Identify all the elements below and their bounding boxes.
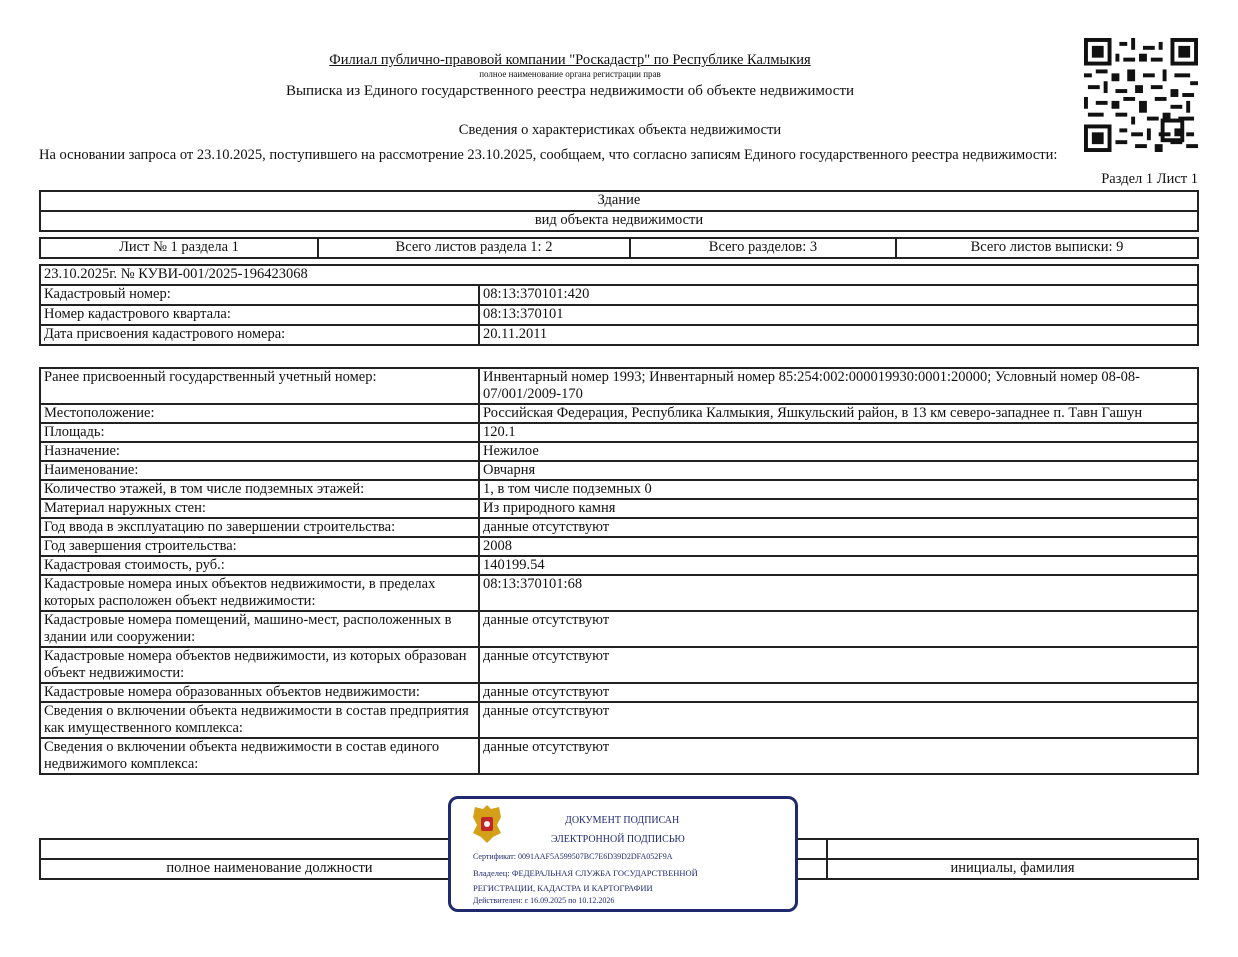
sheet-info-cell: Лист № 1 раздела 1 (40, 238, 318, 258)
row-value: данные отсутствуют (479, 702, 1198, 738)
row-label: Материал наружных стен: (40, 499, 479, 518)
row-value: Овчарня (479, 461, 1198, 480)
table-row (40, 305, 1198, 325)
row-value: Из природного камня (479, 499, 1198, 518)
section-title: Сведения о характеристиках объекта недвижимости (458, 122, 782, 138)
stamp-line2: ЭЛЕКТРОННОЙ ПОДПИСЬЮ (551, 834, 685, 845)
row-value: данные отсутствуют (479, 611, 1198, 647)
org-name: Филиал публично-правовой компании "Роскадастр" по Республике Калмыкия (329, 52, 811, 68)
table-row (40, 683, 1198, 702)
table-row (40, 442, 1198, 461)
row-value: 08:13:370101 (479, 305, 1198, 325)
row-value: 1, в том числе подземных 0 (479, 480, 1198, 499)
sheet-info-cell: Всего листов раздела 1: 2 (318, 238, 630, 258)
row-value: 20.11.2011 (479, 325, 1198, 345)
table-row (40, 518, 1198, 537)
table-row (40, 461, 1198, 480)
row-label: Дата присвоения кадастрового номера: (40, 325, 479, 345)
row-value: 08:13:370101:420 (479, 285, 1198, 305)
row-value: данные отсутствуют (479, 647, 1198, 683)
stamp-valid: Действителен: с 16.09.2025 по 10.12.2026 (473, 896, 615, 905)
details-table (39, 367, 1199, 775)
stamp-owner2: РЕГИСТРАЦИИ, КАДАСТРА И КАРТОГРАФИИ (473, 883, 653, 893)
russian-coat-of-arms-icon (471, 803, 503, 845)
row-value: 140199.54 (479, 556, 1198, 575)
row-label: Сведения о включении объекта недвижимости в состав единого недвижимого комплекса: (40, 738, 479, 774)
row-value: Инвентарный номер 1993; Инвентарный номер 85:254:002:000019930:0001:20000; Условный номер 08-08-07/001/2009-170 (479, 368, 1198, 404)
row-value: 08:13:370101:68 (479, 575, 1198, 611)
row-label: Кадастровый номер: (40, 285, 479, 305)
table-row (40, 611, 1198, 647)
row-label: Кадастровые номера образованных объектов недвижимости: (40, 683, 479, 702)
row-label: Год ввода в эксплуатацию по завершении строительства: (40, 518, 479, 537)
object-type: Здание (40, 191, 1198, 211)
row-label: Кадастровые номера иных объектов недвижимости, в пределах которых расположен объект недвижимости: (40, 575, 479, 611)
e-signature-stamp (448, 796, 798, 912)
row-label: Площадь: (40, 423, 479, 442)
table-row (40, 404, 1198, 423)
intro-text: На основании запроса от 23.10.2025, поступившего на рассмотрение 23.10.2025, сообщаем, что согласно записям Единого государственного реестра недвижимости: (39, 147, 1058, 163)
name-caption: инициалы, фамилия (827, 859, 1198, 879)
table-row (40, 556, 1198, 575)
sheet-ref: Раздел 1 Лист 1 (1101, 171, 1198, 187)
row-label: Количество этажей, в том числе подземных этажей: (40, 480, 479, 499)
sheet-info-cell: Всего листов выписки: 9 (896, 238, 1198, 258)
doc-number: 23.10.2025г. № КУВИ-001/2025-196423068 (40, 265, 1198, 285)
row-label: Ранее присвоенный государственный учетный номер: (40, 368, 479, 404)
table-row (40, 647, 1198, 683)
stamp-line1: ДОКУМЕНТ ПОДПИСАН (565, 815, 680, 826)
stamp-owner1: Владелец: ФЕДЕРАЛЬНАЯ СЛУЖБА ГОСУДАРСТВЕННОЙ (473, 868, 698, 878)
table-row (40, 499, 1198, 518)
row-value: данные отсутствуют (479, 518, 1198, 537)
table-row (40, 702, 1198, 738)
row-label: Номер кадастрового квартала: (40, 305, 479, 325)
row-value: Российская Федерация, Республика Калмыкия, Яшкульский район, в 13 км северо-западнее п. Тавн Гашун (479, 404, 1198, 423)
table-row (40, 575, 1198, 611)
table-row (40, 368, 1198, 404)
table-row (40, 480, 1198, 499)
table-row (40, 738, 1198, 774)
qr-code-icon (1084, 38, 1198, 152)
row-value: 120.1 (479, 423, 1198, 442)
object-type-table (39, 190, 1199, 232)
sheet-info-cell: Всего разделов: 3 (630, 238, 896, 258)
row-label: Местоположение: (40, 404, 479, 423)
object-type-caption: вид объекта недвижимости (40, 211, 1198, 231)
row-label: Назначение: (40, 442, 479, 461)
table-row (40, 423, 1198, 442)
row-value: данные отсутствуют (479, 683, 1198, 702)
doc-title: Выписка из Единого государственного реестра недвижимости об объекте недвижимости (285, 83, 855, 99)
row-value: данные отсутствуют (479, 738, 1198, 774)
sheet-info-table (39, 237, 1199, 259)
row-label: Кадастровая стоимость, руб.: (40, 556, 479, 575)
row-value: Нежилое (479, 442, 1198, 461)
position-caption: полное наименование должности (40, 859, 499, 879)
table-row (40, 325, 1198, 345)
row-label: Кадастровые номера помещений, машино-мест, расположенных в здании или сооружении: (40, 611, 479, 647)
org-caption: полное наименование органа регистрации прав (479, 69, 661, 79)
table-row (40, 285, 1198, 305)
row-label: Кадастровые номера объектов недвижимости, из которых образован объект недвижимости: (40, 647, 479, 683)
row-label: Наименование: (40, 461, 479, 480)
stamp-cert: Сертификат: 0091AAF5A599507BC7E6D39D2DFA052F9A (473, 852, 673, 861)
row-label: Сведения о включении объекта недвижимости в состав предприятия как имущественного комплекса: (40, 702, 479, 738)
cadastral-table (39, 264, 1199, 346)
row-value: 2008 (479, 537, 1198, 556)
table-row (40, 537, 1198, 556)
row-label: Год завершения строительства: (40, 537, 479, 556)
